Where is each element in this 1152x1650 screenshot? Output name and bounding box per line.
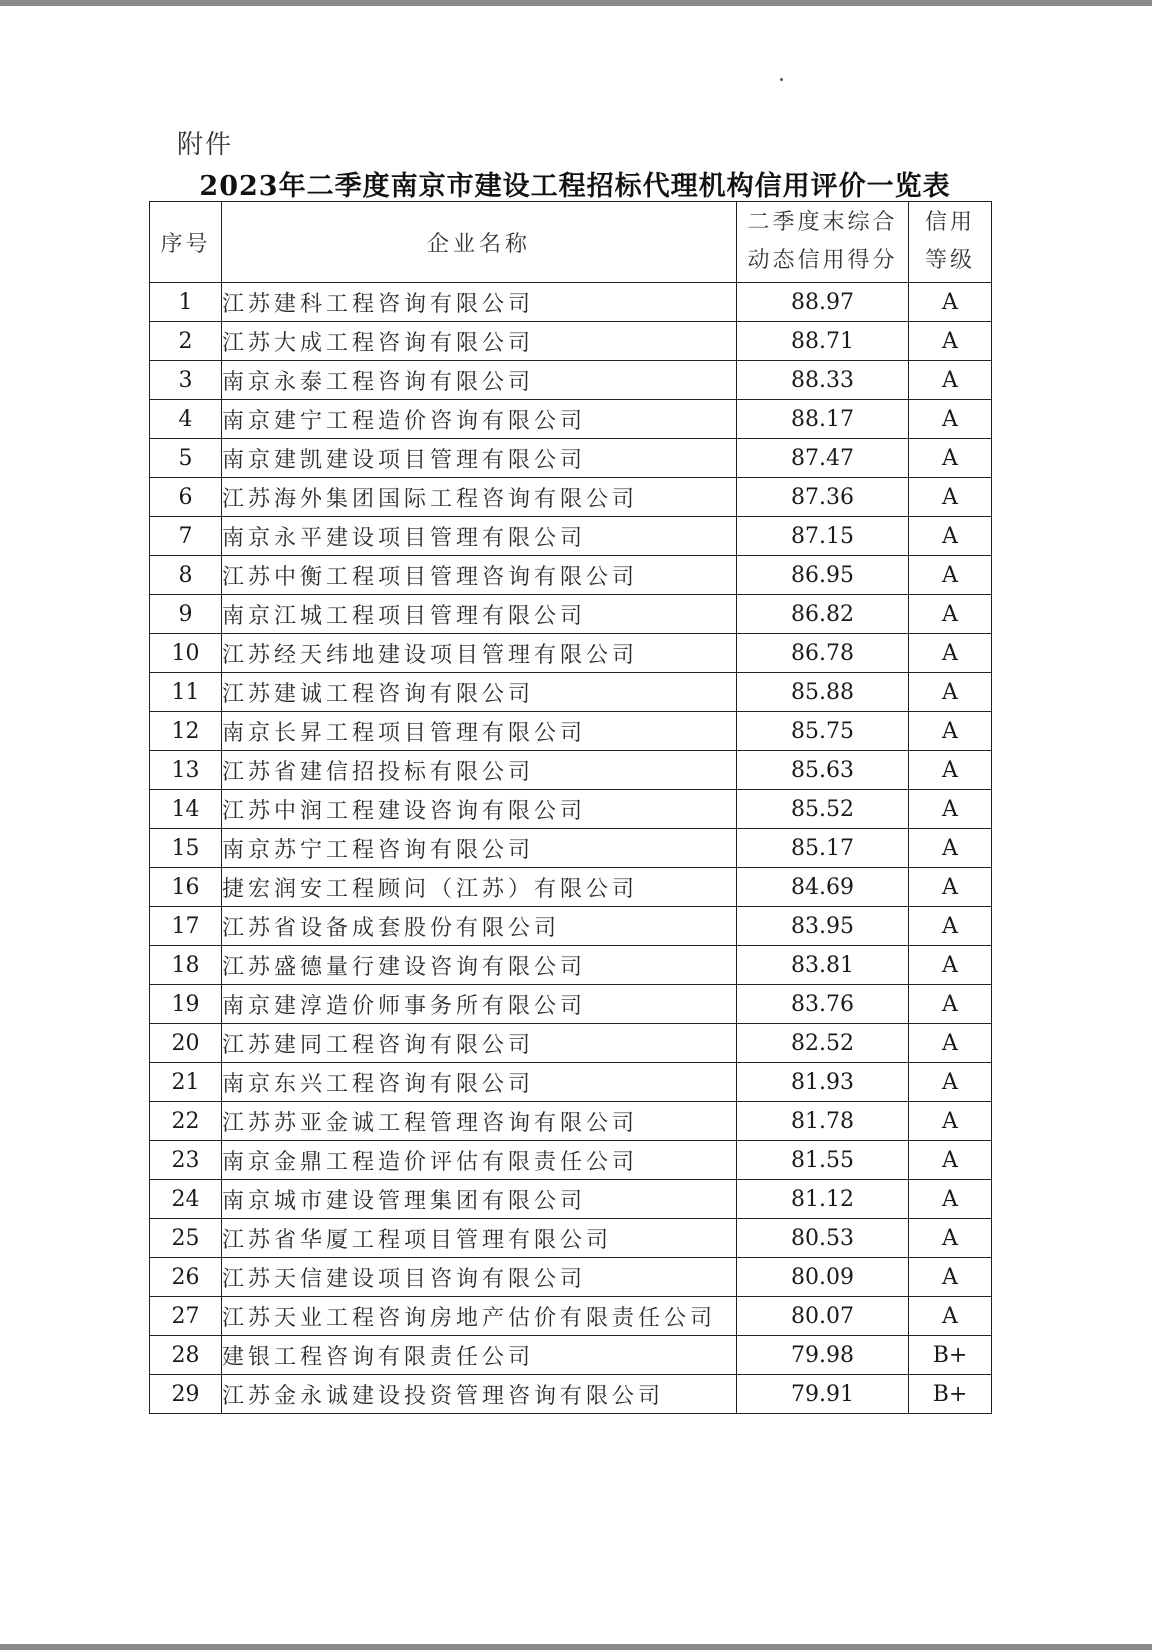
- table-row: [150, 790, 992, 829]
- table-row: [150, 1297, 992, 1336]
- table-row: [150, 634, 992, 673]
- credit-grade: A: [909, 946, 992, 985]
- company-name: 江苏盛德量行建设咨询有限公司: [222, 946, 737, 985]
- company-name: 江苏省建信招投标有限公司: [222, 751, 737, 790]
- credit-score: 83.95: [737, 907, 909, 946]
- company-name: 江苏金永诚建设投资管理咨询有限公司: [222, 1375, 737, 1414]
- scan-top-edge: [0, 0, 1152, 6]
- row-number: 12: [150, 712, 222, 751]
- row-number: 17: [150, 907, 222, 946]
- table-row: [150, 478, 992, 517]
- table-row: [150, 595, 992, 634]
- row-number: 29: [150, 1375, 222, 1414]
- credit-grade: A: [909, 595, 992, 634]
- credit-grade: A: [909, 439, 992, 478]
- credit-grade: A: [909, 556, 992, 595]
- row-number: 5: [150, 439, 222, 478]
- credit-rating-table: [149, 201, 992, 1414]
- row-number: 22: [150, 1102, 222, 1141]
- credit-score: 86.95: [737, 556, 909, 595]
- company-name: 江苏省华厦工程项目管理有限公司: [222, 1219, 737, 1258]
- row-number: 7: [150, 517, 222, 556]
- row-number: 18: [150, 946, 222, 985]
- credit-score: 82.52: [737, 1024, 909, 1063]
- table-body: [150, 283, 992, 1414]
- credit-score: 86.78: [737, 634, 909, 673]
- company-name: 江苏建诚工程咨询有限公司: [222, 673, 737, 712]
- header-score-line2: 动态信用得分: [747, 248, 898, 273]
- row-number: 15: [150, 829, 222, 868]
- credit-score: 87.15: [737, 517, 909, 556]
- credit-grade: A: [909, 790, 992, 829]
- credit-score: 88.97: [737, 283, 909, 322]
- company-name: 建银工程咨询有限责任公司: [222, 1336, 737, 1375]
- row-number: 26: [150, 1258, 222, 1297]
- table-header-row: [150, 202, 992, 283]
- credit-score: 85.63: [737, 751, 909, 790]
- company-name: 江苏经天纬地建设项目管理有限公司: [222, 634, 737, 673]
- header-no: 序号: [150, 202, 222, 283]
- row-number: 14: [150, 790, 222, 829]
- credit-score: 87.36: [737, 478, 909, 517]
- credit-score: 81.93: [737, 1063, 909, 1102]
- company-name: 捷宏润安工程顾问（江苏）有限公司: [222, 868, 737, 907]
- credit-grade: A: [909, 1102, 992, 1141]
- credit-grade: A: [909, 634, 992, 673]
- credit-score: 80.07: [737, 1297, 909, 1336]
- row-number: 10: [150, 634, 222, 673]
- credit-grade: A: [909, 985, 992, 1024]
- table-row: [150, 1219, 992, 1258]
- credit-score: 88.33: [737, 361, 909, 400]
- table-row: [150, 517, 992, 556]
- table-row: [150, 361, 992, 400]
- attachment-label: 附件: [177, 130, 234, 160]
- company-name: 江苏天业工程咨询房地产估价有限责任公司: [222, 1297, 737, 1336]
- credit-score: 83.81: [737, 946, 909, 985]
- company-name: 南京建凯建设项目管理有限公司: [222, 439, 737, 478]
- credit-grade: A: [909, 1141, 992, 1180]
- row-number: 21: [150, 1063, 222, 1102]
- credit-grade: A: [909, 1063, 992, 1102]
- credit-grade: A: [909, 1297, 992, 1336]
- header-score-line1: 二季度末综合: [747, 210, 898, 235]
- company-name: 江苏建同工程咨询有限公司: [222, 1024, 737, 1063]
- credit-score: 79.98: [737, 1336, 909, 1375]
- row-number: 19: [150, 985, 222, 1024]
- table-row: [150, 1375, 992, 1414]
- credit-grade: B+: [909, 1336, 992, 1375]
- row-number: 28: [150, 1336, 222, 1375]
- credit-score: 85.75: [737, 712, 909, 751]
- credit-grade: A: [909, 673, 992, 712]
- table-row: [150, 868, 992, 907]
- company-name: 南京江城工程项目管理有限公司: [222, 595, 737, 634]
- document-title: 2023年二季度南京市建设工程招标代理机构信用评价一览表: [199, 171, 951, 202]
- company-name: 南京城市建设管理集团有限公司: [222, 1180, 737, 1219]
- table-row: [150, 946, 992, 985]
- table-row: [150, 1141, 992, 1180]
- header-name: 企业名称: [222, 202, 737, 283]
- credit-score: 81.12: [737, 1180, 909, 1219]
- row-number: 4: [150, 400, 222, 439]
- credit-score: 80.09: [737, 1258, 909, 1297]
- credit-score: 86.82: [737, 595, 909, 634]
- company-name: 南京东兴工程咨询有限公司: [222, 1063, 737, 1102]
- row-number: 27: [150, 1297, 222, 1336]
- company-name: 南京金鼎工程造价评估有限责任公司: [222, 1141, 737, 1180]
- company-name: 南京永泰工程咨询有限公司: [222, 361, 737, 400]
- row-number: 20: [150, 1024, 222, 1063]
- company-name: 江苏省设备成套股份有限公司: [222, 907, 737, 946]
- table-row: [150, 1102, 992, 1141]
- table-row: [150, 400, 992, 439]
- row-number: 24: [150, 1180, 222, 1219]
- company-name: 江苏中衡工程项目管理咨询有限公司: [222, 556, 737, 595]
- row-number: 1: [150, 283, 222, 322]
- row-number: 2: [150, 322, 222, 361]
- company-name: 南京苏宁工程咨询有限公司: [222, 829, 737, 868]
- credit-grade: A: [909, 361, 992, 400]
- credit-grade: A: [909, 868, 992, 907]
- credit-score: 87.47: [737, 439, 909, 478]
- company-name: 江苏苏亚金诚工程管理咨询有限公司: [222, 1102, 737, 1141]
- credit-grade: A: [909, 829, 992, 868]
- company-name: 江苏大成工程咨询有限公司: [222, 322, 737, 361]
- credit-score: 88.17: [737, 400, 909, 439]
- credit-score: 83.76: [737, 985, 909, 1024]
- header-score: [737, 202, 909, 283]
- credit-score: 85.88: [737, 673, 909, 712]
- row-number: 25: [150, 1219, 222, 1258]
- table-row: [150, 439, 992, 478]
- credit-grade: A: [909, 712, 992, 751]
- credit-grade: A: [909, 751, 992, 790]
- row-number: 3: [150, 361, 222, 400]
- credit-grade: A: [909, 517, 992, 556]
- company-name: 江苏中润工程建设咨询有限公司: [222, 790, 737, 829]
- scan-speck: [780, 78, 783, 81]
- credit-score: 80.53: [737, 1219, 909, 1258]
- row-number: 13: [150, 751, 222, 790]
- row-number: 16: [150, 868, 222, 907]
- credit-score: 79.91: [737, 1375, 909, 1414]
- table-row: [150, 283, 992, 322]
- table-row: [150, 712, 992, 751]
- table-row: [150, 1024, 992, 1063]
- credit-grade: A: [909, 283, 992, 322]
- table-row: [150, 1063, 992, 1102]
- credit-score: 81.78: [737, 1102, 909, 1141]
- credit-grade: A: [909, 1024, 992, 1063]
- header-grade: [909, 202, 992, 283]
- credit-score: 84.69: [737, 868, 909, 907]
- row-number: 8: [150, 556, 222, 595]
- row-number: 23: [150, 1141, 222, 1180]
- scan-bottom-edge: [0, 1644, 1152, 1650]
- company-name: 南京长昇工程项目管理有限公司: [222, 712, 737, 751]
- credit-grade: A: [909, 322, 992, 361]
- table-row: [150, 1258, 992, 1297]
- company-name: 江苏海外集团国际工程咨询有限公司: [222, 478, 737, 517]
- credit-grade: A: [909, 478, 992, 517]
- table-row: [150, 673, 992, 712]
- credit-score: 85.52: [737, 790, 909, 829]
- credit-grade: A: [909, 907, 992, 946]
- table-row: [150, 907, 992, 946]
- credit-score: 81.55: [737, 1141, 909, 1180]
- credit-grade: A: [909, 400, 992, 439]
- header-grade-line2: 等级: [924, 248, 975, 273]
- company-name: 南京永平建设项目管理有限公司: [222, 517, 737, 556]
- row-number: 11: [150, 673, 222, 712]
- row-number: 6: [150, 478, 222, 517]
- company-name: 江苏建科工程咨询有限公司: [222, 283, 737, 322]
- table-row: [150, 1180, 992, 1219]
- table-row: [150, 556, 992, 595]
- company-name: 江苏天信建设项目咨询有限公司: [222, 1258, 737, 1297]
- credit-grade: A: [909, 1219, 992, 1258]
- table-row: [150, 751, 992, 790]
- table-row: [150, 1336, 992, 1375]
- company-name: 南京建淳造价师事务所有限公司: [222, 985, 737, 1024]
- credit-score: 85.17: [737, 829, 909, 868]
- header-grade-line1: 信用: [924, 210, 975, 235]
- credit-grade: A: [909, 1180, 992, 1219]
- credit-score: 88.71: [737, 322, 909, 361]
- credit-grade: B+: [909, 1375, 992, 1414]
- table-row: [150, 322, 992, 361]
- table-row: [150, 985, 992, 1024]
- row-number: 9: [150, 595, 222, 634]
- table-row: [150, 829, 992, 868]
- credit-grade: A: [909, 1258, 992, 1297]
- company-name: 南京建宁工程造价咨询有限公司: [222, 400, 737, 439]
